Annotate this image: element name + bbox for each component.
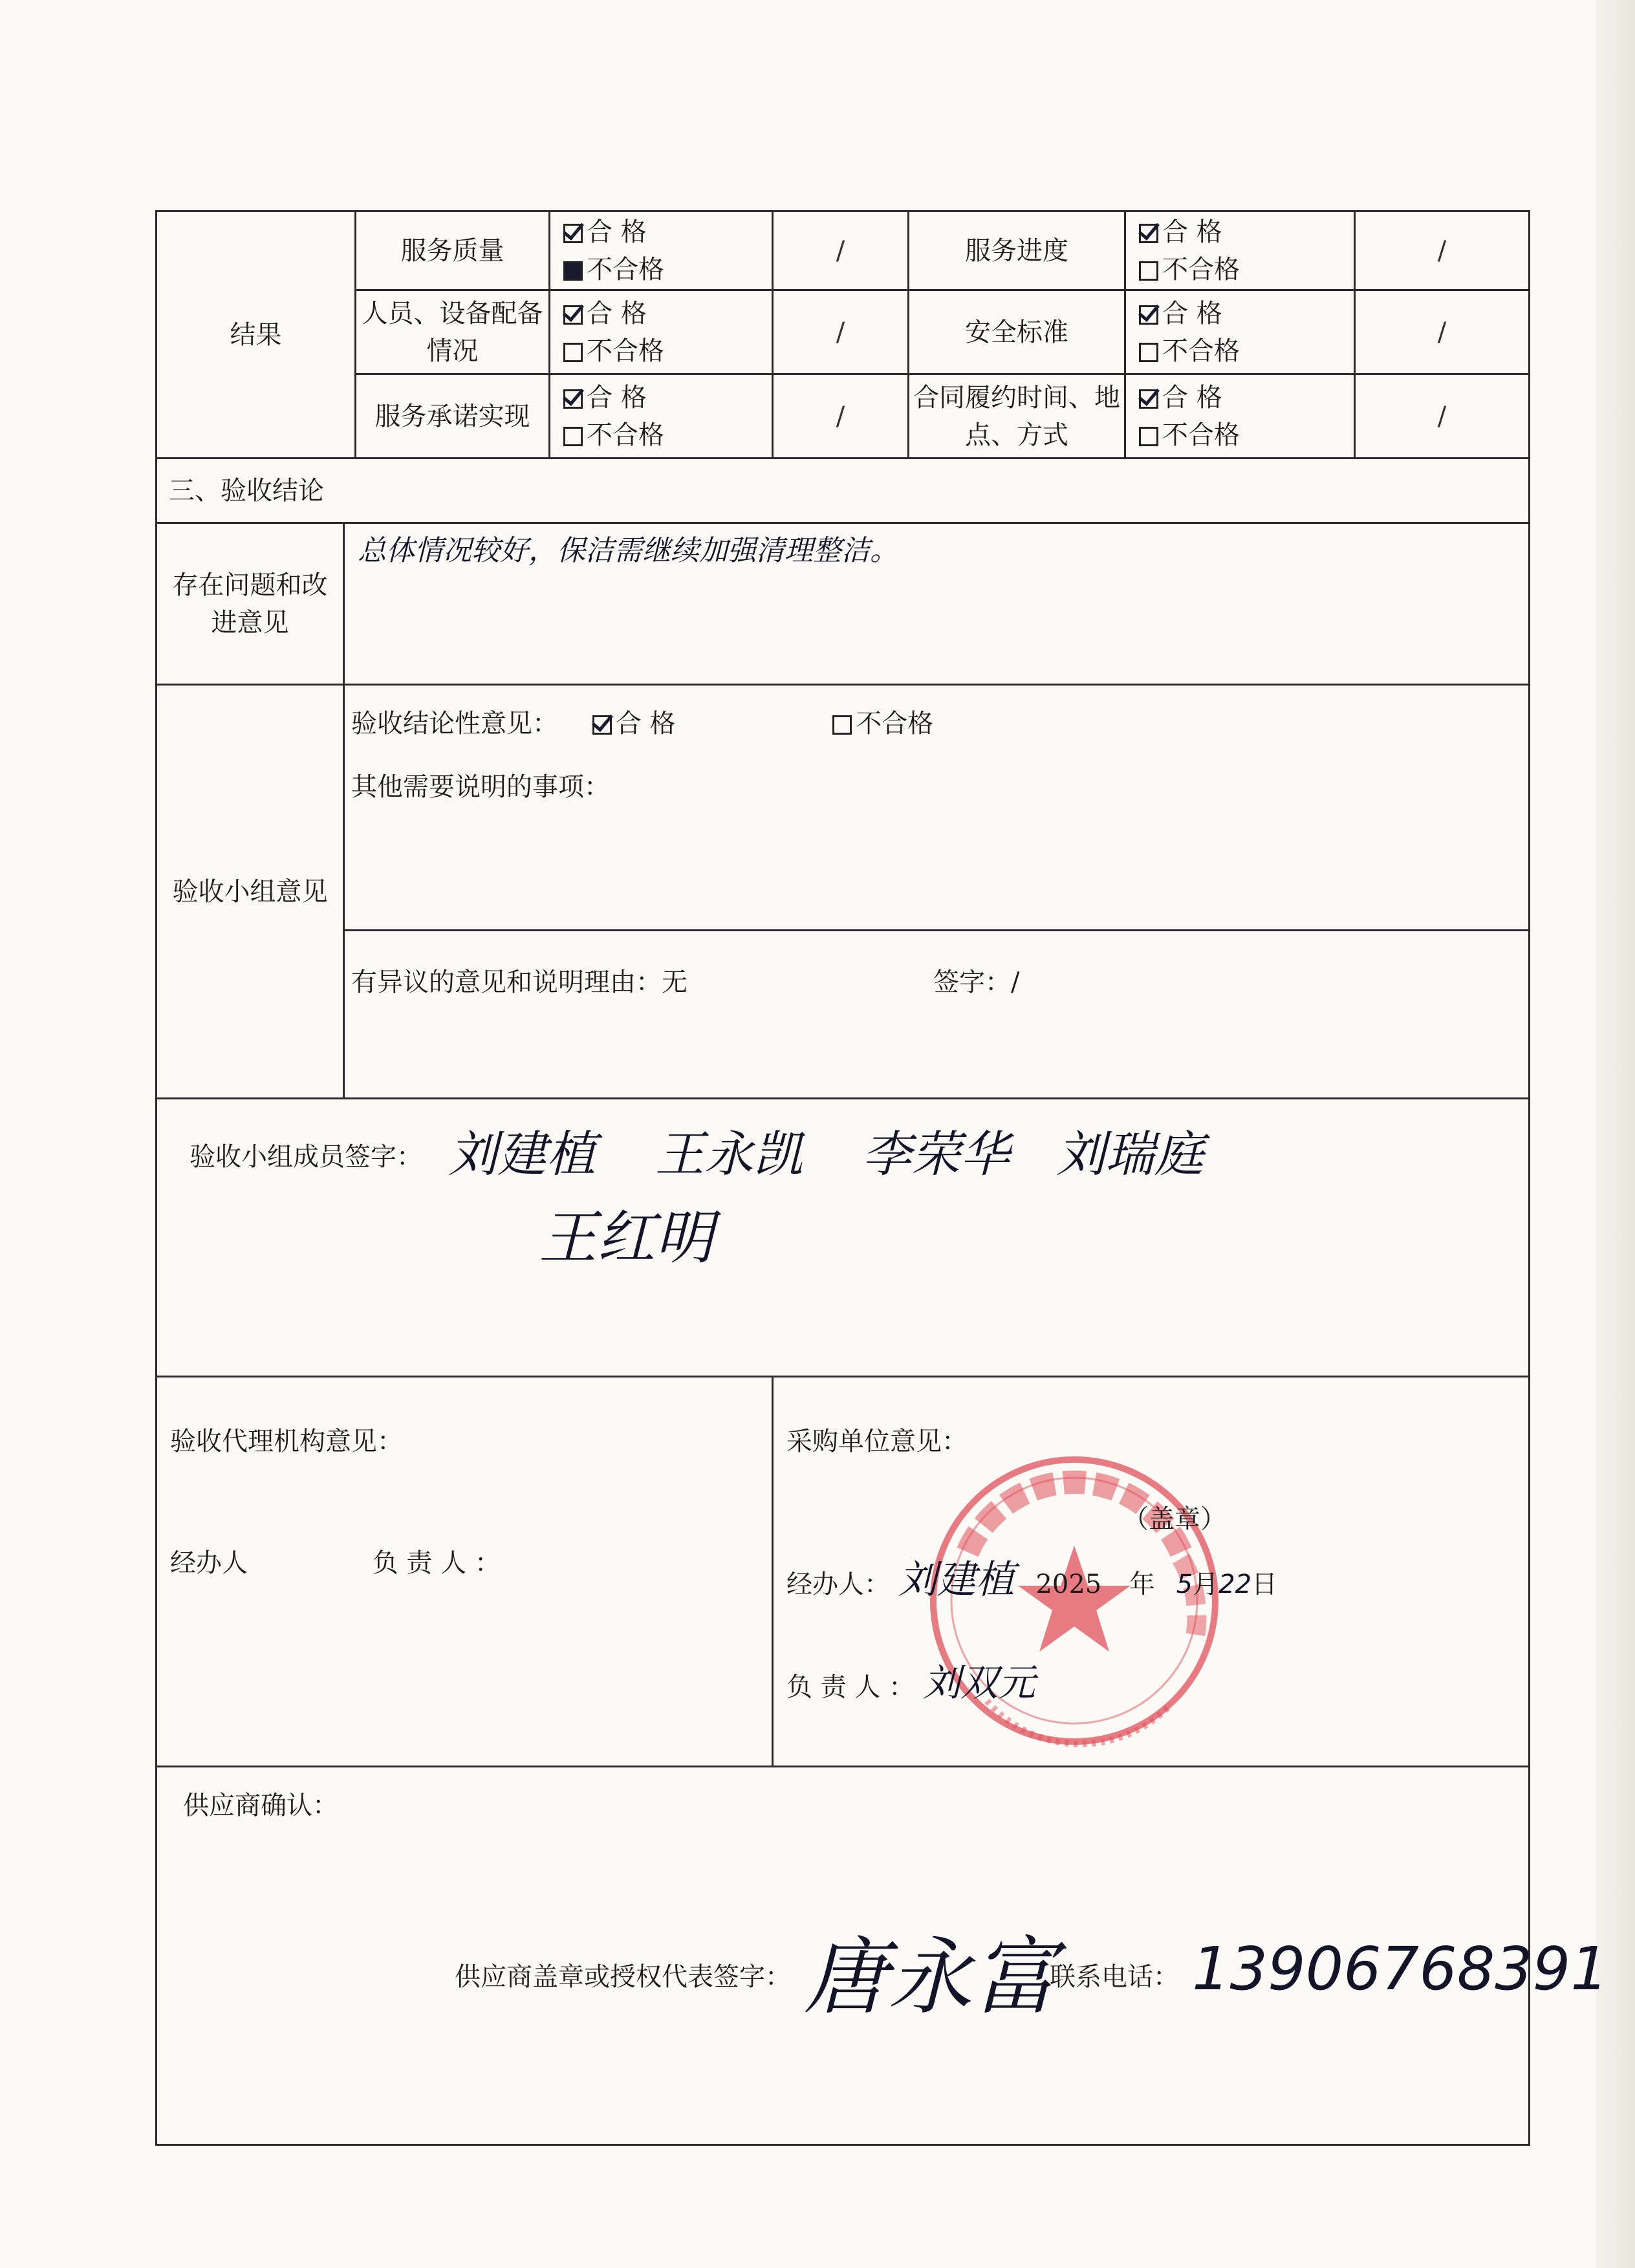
result-options (1125, 211, 1355, 290)
result-item-label: 人员、设备配备情况 (356, 290, 550, 374)
agency-handler-label: 经办人 (170, 1548, 248, 1578)
pass-option[interactable]: 合 格 (550, 213, 772, 251)
result-item-label: 服务进度 (909, 211, 1125, 290)
result-item-label: 安全标准 (909, 290, 1125, 374)
checkbox-empty-icon[interactable] (563, 343, 583, 362)
purchaser-handler-signature: 刘建植 (898, 1557, 1015, 1603)
members-cell (157, 1099, 1530, 1377)
section-title: 三、验收结论 (157, 459, 1530, 523)
acceptance-form-table (155, 210, 1608, 2146)
fail-option[interactable]: 不合格 (550, 251, 772, 288)
date-month-unit: 月 (1193, 1570, 1219, 1599)
result-note: / (773, 374, 909, 459)
supplier-phone-label: 联系电话： (1050, 1962, 1179, 1992)
results-section-label: 结果 (157, 211, 356, 459)
checkbox-empty-icon[interactable] (563, 427, 583, 446)
result-row-2 (157, 290, 1530, 374)
other-matters-label: 其他需要说明的事项： (351, 772, 610, 802)
pass-option[interactable]: 合 格 (1126, 295, 1354, 332)
opinions-row (157, 1377, 1530, 1767)
result-note: / (1355, 374, 1530, 459)
checkbox-checked-icon[interactable] (563, 224, 583, 243)
fail-option[interactable]: 不合格 (1126, 251, 1354, 288)
supplier-row (157, 1767, 1530, 2145)
agency-leader-label: 负 责 人 ： (372, 1548, 501, 1578)
checkbox-empty-icon[interactable] (1139, 261, 1158, 281)
fail-option[interactable]: 不合格 (1126, 332, 1354, 370)
supplier-signature: 唐永富 (804, 1928, 1057, 2026)
members-row (157, 1099, 1530, 1377)
issues-row (157, 523, 1530, 685)
checkbox-checked-icon[interactable] (1139, 224, 1158, 243)
supplier-sign-label: 供应商盖章或授权代表签字： (455, 1962, 791, 1992)
agency-cell (157, 1377, 773, 1767)
checkbox-empty-icon[interactable] (1139, 343, 1158, 362)
pass-option[interactable]: 合 格 (1126, 379, 1354, 416)
date-year-unit: 年 (1129, 1570, 1155, 1599)
objection-cell (344, 931, 1530, 1099)
pass-option[interactable]: 合 格 (550, 295, 772, 332)
fail-option[interactable]: 不合格 (1126, 416, 1354, 454)
member-signature: 王红明 (539, 1204, 713, 1272)
result-item-label: 合同履约时间、地 点、方式 (909, 374, 1125, 459)
result-note: / (1355, 290, 1530, 374)
purchaser-handler-line (786, 1552, 1277, 1608)
result-options (1125, 374, 1355, 459)
member-signature: 刘瑞庭 (1056, 1125, 1204, 1183)
purchaser-handler-label: 经办人： (786, 1570, 890, 1599)
checkbox-filled-icon[interactable] (563, 261, 583, 281)
result-note: / (773, 290, 909, 374)
conclusion-label: 验收结论性意见： (351, 709, 558, 739)
date-day: 22 (1218, 1570, 1252, 1599)
conclusion-line (351, 705, 1522, 742)
checkbox-empty-icon[interactable] (832, 715, 852, 735)
objection-label: 有异议的意见和说明理由：无 (351, 967, 688, 997)
result-note: / (1355, 211, 1530, 290)
result-options (1125, 290, 1355, 374)
fail-option[interactable]: 不合格 (550, 332, 772, 370)
agency-label: 验收代理机构意见： (170, 1427, 403, 1456)
result-row-1 (157, 211, 1530, 290)
purchaser-leader-line (786, 1656, 1035, 1710)
checkbox-checked-icon[interactable] (1139, 305, 1158, 325)
date-day-unit: 日 (1251, 1570, 1278, 1599)
supplier-cell (157, 1767, 1608, 2145)
issues-field[interactable] (344, 523, 1530, 685)
result-options (550, 374, 773, 459)
fail-option[interactable]: 不合格 (550, 416, 772, 454)
member-signature: 李荣华 (862, 1125, 1010, 1183)
member-signature: 王永凯 (655, 1125, 803, 1183)
member-signature: 刘建植 (448, 1125, 596, 1183)
objection-sign: 签字：/ (933, 967, 1020, 997)
purchaser-leader-signature: 刘双元 (922, 1661, 1035, 1705)
date-month: 5 (1176, 1570, 1193, 1599)
agency-signers (170, 1544, 759, 1582)
checkbox-checked-icon[interactable] (592, 715, 612, 735)
conclusion-pass-option[interactable]: 合 格 (592, 709, 676, 739)
date-year: 2025 (1035, 1570, 1102, 1599)
group-opinion-row-1 (157, 685, 1530, 931)
supplier-label: 供应商确认： (183, 1791, 338, 1820)
checkbox-checked-icon[interactable] (563, 389, 583, 409)
checkbox-checked-icon[interactable] (1139, 389, 1158, 409)
result-note: / (773, 211, 909, 290)
purchaser-label: 采购单位意见： (786, 1427, 968, 1456)
conclusion-fail-option[interactable]: 不合格 (832, 709, 933, 739)
result-options (550, 211, 773, 290)
conclusion-title-row (157, 459, 1530, 523)
pass-option[interactable]: 合 格 (550, 379, 772, 416)
stamp-label: （盖章） (1123, 1504, 1226, 1534)
pass-option[interactable]: 合 格 (1126, 213, 1354, 251)
supplier-phone: 13906768391 (1192, 1934, 1608, 2003)
group-label: 验收小组意见 (157, 685, 344, 1099)
result-row-3 (157, 374, 1530, 459)
issues-handwriting: 总体情况较好，保洁需继续加强清理整洁。 (358, 534, 898, 567)
result-item-label: 服务承诺实现 (356, 374, 550, 459)
purchaser-cell (773, 1377, 1530, 1767)
members-label: 验收小组成员签字： (189, 1142, 422, 1172)
purchaser-leader-label: 负 责 人 ： (786, 1672, 915, 1702)
issues-label: 存在问题和改进意见 (157, 523, 344, 685)
result-options (550, 290, 773, 374)
group-opinion-row-2 (157, 931, 1530, 1099)
checkbox-checked-icon[interactable] (563, 305, 583, 325)
result-item-label: 服务质量 (356, 211, 550, 290)
checkbox-empty-icon[interactable] (1139, 427, 1158, 446)
group-conclusion-cell (344, 685, 1530, 931)
